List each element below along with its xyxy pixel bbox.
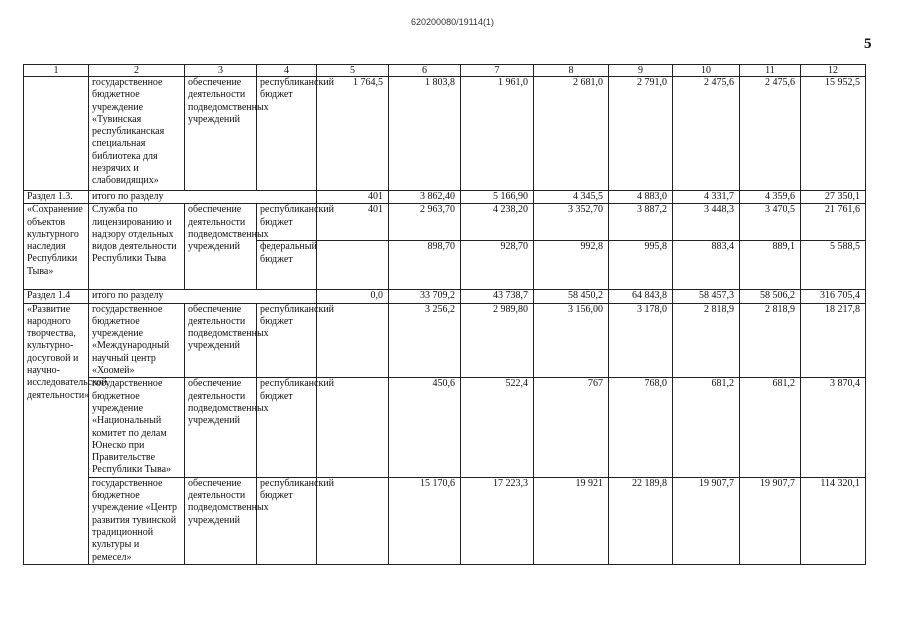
source-cell: республиканский бюджет — [257, 477, 317, 564]
value-cell: 114 320,1 — [801, 477, 866, 564]
value-cell: 4 238,20 — [461, 204, 534, 241]
purpose-cell: обеспечение деятельности подведомственных учреждений — [185, 378, 257, 477]
section-total-label: итого по разделу — [89, 290, 317, 303]
budget-table — [23, 64, 866, 565]
value-cell: 3 862,40 — [389, 191, 461, 204]
value-cell: 522,4 — [461, 378, 534, 477]
value-cell: 681,2 — [740, 378, 801, 477]
value-cell: 2 791,0 — [609, 77, 673, 191]
col-header: 12 — [801, 65, 866, 77]
page-number: 5 — [864, 36, 872, 52]
value-cell: 2 963,70 — [389, 204, 461, 241]
source-cell: федеральный бюджет — [257, 241, 317, 290]
value-cell: 2 989,80 — [461, 303, 534, 378]
value-cell: 768,0 — [609, 378, 673, 477]
source-cell: республиканский бюджет — [257, 303, 317, 378]
value-cell: 3 448,3 — [673, 204, 740, 241]
purpose-cell: обеспечение деятельности подведомственных учреждений — [185, 477, 257, 564]
value-cell: 898,70 — [389, 241, 461, 290]
value-cell: 4 883,0 — [609, 191, 673, 204]
value-cell: 3 887,2 — [609, 204, 673, 241]
org-cell: государственное бюджетное учреждение «Центр развития тувинской традиционной культуры и ремесел» — [89, 477, 185, 564]
section-title: «Развитие народного творчества, культурно-досуговой и научно-исследовательской деятельности» — [24, 303, 89, 564]
value-cell: 883,4 — [673, 241, 740, 290]
source-cell: республиканский бюджет — [257, 77, 317, 191]
value-cell — [317, 378, 389, 477]
value-cell: 4 359,6 — [740, 191, 801, 204]
value-cell: 4 345,5 — [534, 191, 609, 204]
purpose-cell: обеспечение деятельности подведомственных учреждений — [185, 204, 257, 290]
section-total-label: итого по разделу — [89, 191, 317, 204]
value-cell: 17 223,3 — [461, 477, 534, 564]
section-total-row — [24, 290, 866, 303]
value-cell: 58 457,3 — [673, 290, 740, 303]
value-cell: 2 475,6 — [740, 77, 801, 191]
org-cell: Служба по лицензированию и надзору отдельных видов деятельности Республики Тыва — [89, 204, 185, 290]
value-cell: 5 166,90 — [461, 191, 534, 204]
table-row — [24, 378, 866, 477]
source-cell: республиканский бюджет — [257, 204, 317, 241]
col-header: 4 — [257, 65, 317, 77]
value-cell: 992,8 — [534, 241, 609, 290]
value-cell: 21 761,6 — [801, 204, 866, 241]
value-cell: 18 217,8 — [801, 303, 866, 378]
purpose-cell: обеспечение деятельности подведомственных учреждений — [185, 77, 257, 191]
value-cell: 3 352,70 — [534, 204, 609, 241]
value-cell: 3 470,5 — [740, 204, 801, 241]
value-cell: 3 870,4 — [801, 378, 866, 477]
value-cell: 889,1 — [740, 241, 801, 290]
table-row — [24, 77, 866, 191]
value-cell: 33 709,2 — [389, 290, 461, 303]
value-cell: 19 907,7 — [673, 477, 740, 564]
value-cell: 681,2 — [673, 378, 740, 477]
col-header: 9 — [609, 65, 673, 77]
value-cell: 22 189,8 — [609, 477, 673, 564]
source-cell: республиканский бюджет — [257, 378, 317, 477]
value-cell: 58 450,2 — [534, 290, 609, 303]
col-header: 2 — [89, 65, 185, 77]
section-label: Раздел 1.4 — [24, 290, 89, 303]
col-header: 6 — [389, 65, 461, 77]
section-title: «Сохранение объектов культурного наследия Республики Тыва» — [24, 204, 89, 290]
value-cell: 15 170,6 — [389, 477, 461, 564]
value-cell: 43 738,7 — [461, 290, 534, 303]
col-header: 11 — [740, 65, 801, 77]
value-cell: 64 843,8 — [609, 290, 673, 303]
value-cell: 19 907,7 — [740, 477, 801, 564]
value-cell: 2 818,9 — [673, 303, 740, 378]
value-cell: 4 331,7 — [673, 191, 740, 204]
value-cell: 5 588,5 — [801, 241, 866, 290]
value-cell: 2 681,0 — [534, 77, 609, 191]
value-cell: 1 764,5 — [317, 77, 389, 191]
org-cell: государственное бюджетное учреждение «Международный научный центр «Хоомей» — [89, 303, 185, 378]
value-cell: 928,70 — [461, 241, 534, 290]
value-cell: 767 — [534, 378, 609, 477]
purpose-cell: обеспечение деятельности подведомственных учреждений — [185, 303, 257, 378]
col-header: 5 — [317, 65, 389, 77]
value-cell — [317, 477, 389, 564]
col-header: 8 — [534, 65, 609, 77]
col-header: 10 — [673, 65, 740, 77]
document-code: 620200080/19114(1) — [411, 17, 494, 27]
value-cell: 995,8 — [609, 241, 673, 290]
org-cell: государственное бюджетное учреждение «Национальный комитет по делам Юнеско при Правительстве Республики Тыва» — [89, 378, 185, 477]
empty-cell — [24, 77, 89, 191]
value-cell: 15 952,5 — [801, 77, 866, 191]
value-cell: 1 803,8 — [389, 77, 461, 191]
value-cell — [317, 241, 389, 290]
value-cell: 401 — [317, 191, 389, 204]
table-row — [24, 204, 866, 241]
value-cell: 2 818,9 — [740, 303, 801, 378]
section-total-row — [24, 191, 866, 204]
value-cell: 3 156,00 — [534, 303, 609, 378]
value-cell: 0,0 — [317, 290, 389, 303]
value-cell: 58 506,2 — [740, 290, 801, 303]
col-header: 1 — [24, 65, 89, 77]
col-header: 3 — [185, 65, 257, 77]
section-label: Раздел 1.3. — [24, 191, 89, 204]
value-cell: 19 921 — [534, 477, 609, 564]
value-cell: 2 475,6 — [673, 77, 740, 191]
org-cell: государственное бюджетное учреждение «Тувинская республиканская специальная библиотека для незрячих и слабовидящих» — [89, 77, 185, 191]
value-cell: 1 961,0 — [461, 77, 534, 191]
value-cell: 27 350,1 — [801, 191, 866, 204]
value-cell: 450,6 — [389, 378, 461, 477]
table-row — [24, 477, 866, 564]
value-cell: 3 178,0 — [609, 303, 673, 378]
value-cell: 316 705,4 — [801, 290, 866, 303]
table-row — [24, 303, 866, 378]
value-cell: 401 — [317, 204, 389, 241]
column-numbers-row — [24, 65, 866, 77]
col-header: 7 — [461, 65, 534, 77]
value-cell: 3 256,2 — [389, 303, 461, 378]
